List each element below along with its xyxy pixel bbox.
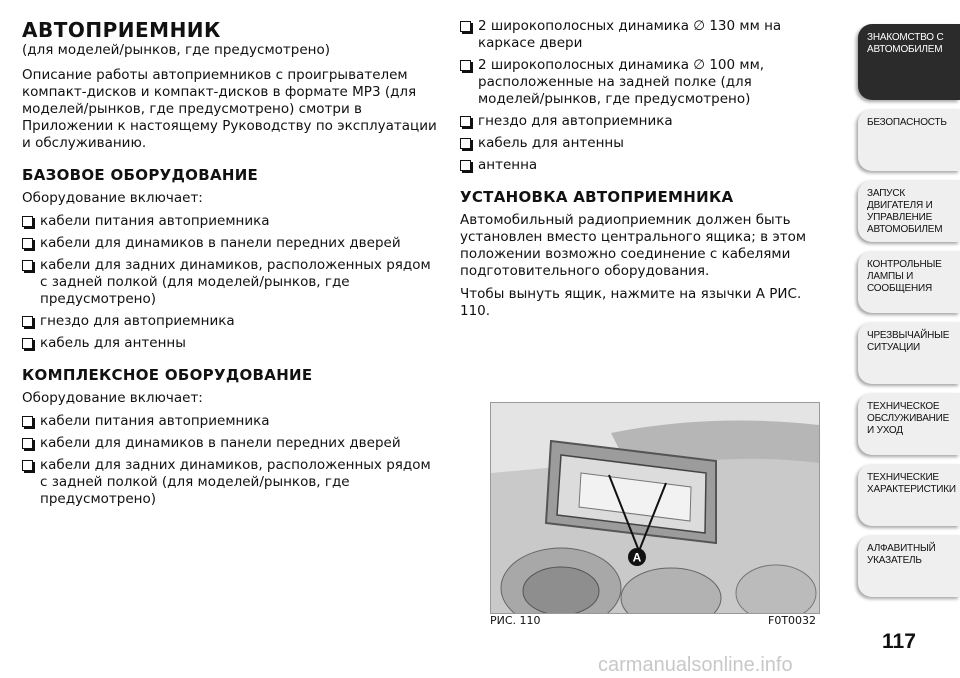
- checkbox-bullet-icon: [22, 316, 33, 327]
- checkbox-bullet-icon: [460, 138, 471, 149]
- list-item: гнездо для автоприемника: [460, 113, 820, 130]
- figure-caption: РИС. 110: [490, 614, 541, 627]
- checkbox-bullet-icon: [22, 260, 33, 271]
- list-item: кабели питания автоприемника: [22, 213, 442, 230]
- list-item: кабель для антенны: [22, 335, 442, 352]
- basic-equipment-lead: Оборудование включает:: [22, 190, 203, 206]
- list-item: 2 широкополосных динамика ∅ 130 мм на каркасе двери: [460, 18, 820, 52]
- dashboard-radio-slot-illustration: [491, 403, 819, 613]
- tab-safety[interactable]: БЕЗОПАСНОСТЬ: [858, 109, 960, 171]
- left-column: [22, 18, 442, 513]
- callout-marker-a-label: A: [632, 550, 642, 565]
- chapter-tabs: [858, 24, 960, 606]
- list-item: гнездо для автоприемника: [22, 313, 442, 330]
- list-item: кабели для задних динамиков, расположенных рядом с задней полкой (для моделей/рынков, где предусмотрено): [22, 457, 442, 508]
- figure-110-image: [490, 402, 820, 614]
- intro-paragraph: Описание работы автоприемников с проигрывателем компакт-дисков и компакт-дисков в формате MP3 (для моделей/рынков, где предусмотрено) смотри в Приложении к настоящему Руководству по эксплуатации и обслуживанию.: [22, 67, 437, 151]
- figure-code: F0T0032: [768, 614, 817, 627]
- checkbox-bullet-icon: [460, 116, 471, 127]
- basic-equipment-list: [22, 213, 442, 352]
- list-item: кабели для задних динамиков, расположенных рядом с задней полкой (для моделей/рынков, где предусмотрено): [22, 257, 442, 308]
- tab-specifications[interactable]: ТЕХНИЧЕСКИЕ ХАРАКТЕРИСТИКИ: [858, 464, 960, 526]
- checkbox-bullet-icon: [460, 60, 471, 71]
- list-item: кабели для динамиков в панели передних дверей: [22, 235, 442, 252]
- checkbox-bullet-icon: [460, 160, 471, 171]
- basic-equipment-heading: БАЗОВОЕ ОБОРУДОВАНИЕ: [22, 166, 259, 184]
- list-item: антенна: [460, 157, 820, 174]
- checkbox-bullet-icon: [22, 438, 33, 449]
- tab-warning-lights[interactable]: КОНТРОЛЬНЫЕ ЛАМПЫ И СООБЩЕНИЯ: [858, 251, 960, 313]
- tab-getting-to-know[interactable]: ЗНАКОМСТВО С АВТОМОБИЛЕМ: [858, 24, 960, 100]
- checkbox-bullet-icon: [460, 21, 471, 32]
- checkbox-bullet-icon: [22, 216, 33, 227]
- tab-index[interactable]: АЛФАВИТНЫЙ УКАЗАТЕЛЬ: [858, 535, 960, 597]
- installation-instruction: Чтобы вынуть ящик, нажмите на язычки A РИС. 110.: [460, 286, 802, 319]
- watermark: carmanualsonline.info: [598, 654, 793, 676]
- complex-equipment-lead: Оборудование включает:: [22, 390, 203, 406]
- tab-starting-driving[interactable]: ЗАПУСК ДВИГАТЕЛЯ И УПРАВЛЕНИЕ АВТОМОБИЛЕМ: [858, 180, 960, 242]
- checkbox-bullet-icon: [22, 338, 33, 349]
- list-item: 2 широкополосных динамика ∅ 100 мм, расположенные на задней полке (для моделей/рынков, где предусмотрено): [460, 57, 820, 108]
- installation-paragraph: Автомобильный радиоприемник должен быть установлен вместо центрального ящика; в этом положении возможно соединение с кабелями подготовительного оборудования.: [460, 212, 807, 279]
- installation-heading: УСТАНОВКА АВТОПРИЕМНИКА: [460, 188, 734, 206]
- checkbox-bullet-icon: [22, 416, 33, 427]
- title-note: (для моделей/рынков, где предусмотрено): [22, 42, 330, 58]
- tab-emergencies[interactable]: ЧРЕЗВЫЧАЙНЫЕ СИТУАЦИИ: [858, 322, 960, 384]
- page-number: 117: [882, 630, 916, 653]
- middle-column: [460, 18, 820, 326]
- complex-equipment-heading: КОМПЛЕКСНОЕ ОБОРУДОВАНИЕ: [22, 366, 313, 384]
- checkbox-bullet-icon: [22, 238, 33, 249]
- list-item: кабели для динамиков в панели передних дверей: [22, 435, 442, 452]
- page-title: АВТОПРИЕМНИК: [22, 18, 221, 42]
- tab-maintenance[interactable]: ТЕХНИЧЕСКОЕ ОБСЛУЖИВАНИЕ И УХОД: [858, 393, 960, 455]
- list-item: кабель для антенны: [460, 135, 820, 152]
- checkbox-bullet-icon: [22, 460, 33, 471]
- complex-equipment-list-continued: [460, 18, 820, 174]
- complex-equipment-list: [22, 413, 442, 508]
- list-item: кабели питания автоприемника: [22, 413, 442, 430]
